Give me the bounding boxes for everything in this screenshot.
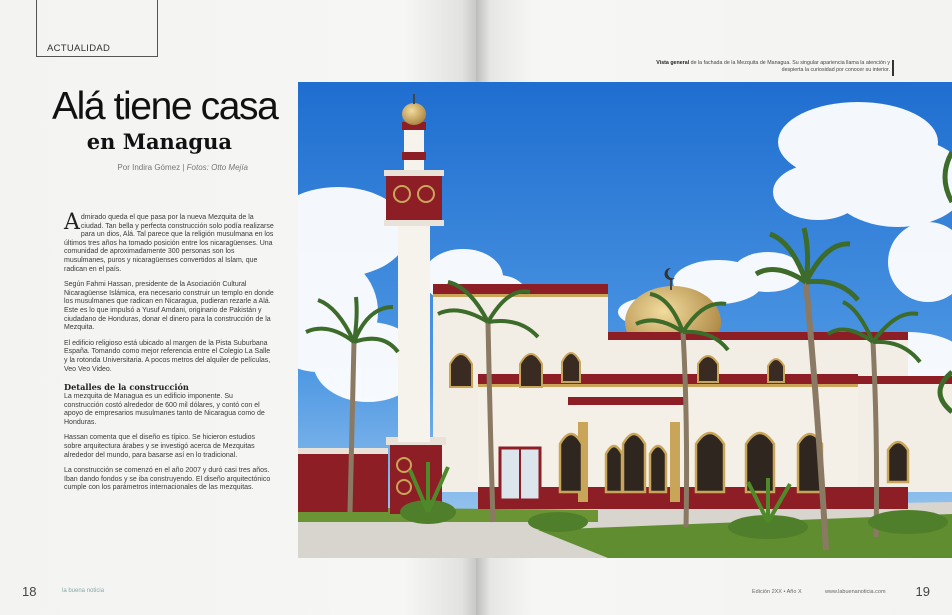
perimeter-wall (298, 452, 388, 512)
page-number-left: 18 (22, 584, 37, 599)
paragraph-1-text: dmirado queda el que pasa por la nueva Mezquita de la ciudad. Tan bella y perfecta construcción solo podía realizarse para un dios, Alá. Tal parece que la religión musulmana en los últimos tres años ha tomado posición entre los nicaragüenses. Una comunidad de aproximadamente 300 personas son los musulmanes, puros y nicaragüenses convertidos al Islam, que radican en el país. (64, 214, 274, 273)
paragraph-5: Hassan comenta que el diseño es típico. Se hicieron estudios sobre arquitectura árabes y se investigó acerca de Mezquitas alrededor del mundo, para basarse así en lo tradicional. (64, 434, 256, 459)
paragraph-1 (64, 210, 274, 274)
caption-bold: Vista general (656, 60, 690, 66)
article-body (64, 210, 274, 500)
footer-website: www.labuenanoticia.com (825, 589, 886, 595)
caption-line-2: despierta la curiosidad por conocer su interior. (781, 67, 890, 73)
section-tab (36, 0, 158, 57)
paragraph-2: Según Fahmi Hassan, presidente de la Asociación Cultural Nicaragüense Islámica, era necesario construir un templo en donde los musulmanes que radican en Nicaragua, pudieran rezarle a Alá. Este es lo que impulsó a Yusuf Amdani, originario de Pakistán y ciudadano de Honduras, donar el dinero para la construcción de la Mezquita. (64, 281, 274, 332)
drop-cap: A (64, 210, 80, 235)
mosque-photo (298, 82, 952, 558)
caption-rule (892, 60, 894, 76)
subheading: Detalles de la construcción (64, 382, 189, 393)
paragraph-3: El edificio religioso está ubicado al margen de la Pista Suburbana España. Tomando como mejor referencia entre el Colegio La Salle y la rotonda Universitaria. A pocos metros del alquiler de películas, Veo Veo Video. (64, 339, 271, 373)
page-number-right: 19 (915, 584, 930, 599)
paragraph-4: La mezquita de Managua es un edificio imponente. Su construcción costó alrededor de 600 mil dólares, y contó con el apoyo de empresarios musulmanes tanto de Nicaragua como de Honduras. (64, 393, 265, 426)
byline (52, 163, 248, 172)
footer-edition: Edición 2XX • Año X (752, 589, 802, 595)
footer-logo: la buena noticia (62, 588, 105, 594)
byline-photos: Fotos: Otto Mejía (186, 163, 248, 172)
photo-caption (640, 60, 890, 74)
mosque-illustration (298, 82, 952, 558)
paragraph-6: La construcción se comenzó en el año 2007 y duró casi tres años. Iban dando fondos y se iba construyendo. El diseño arquitectónico cumple con los parámetros internacionales de las mezquitas. (64, 467, 271, 492)
headline-line-2: en Managua (86, 129, 232, 154)
section-label: ACTUALIDAD (47, 43, 111, 54)
headline-line-1: Alá tiene casa (52, 85, 278, 128)
caption-line-1: de la fachada de la Mezquita de Managua. Su singular apariencia llama la atención y (689, 60, 890, 66)
entrance-canopy (568, 397, 688, 405)
byline-author: Por Indira Gómez | (117, 163, 187, 172)
